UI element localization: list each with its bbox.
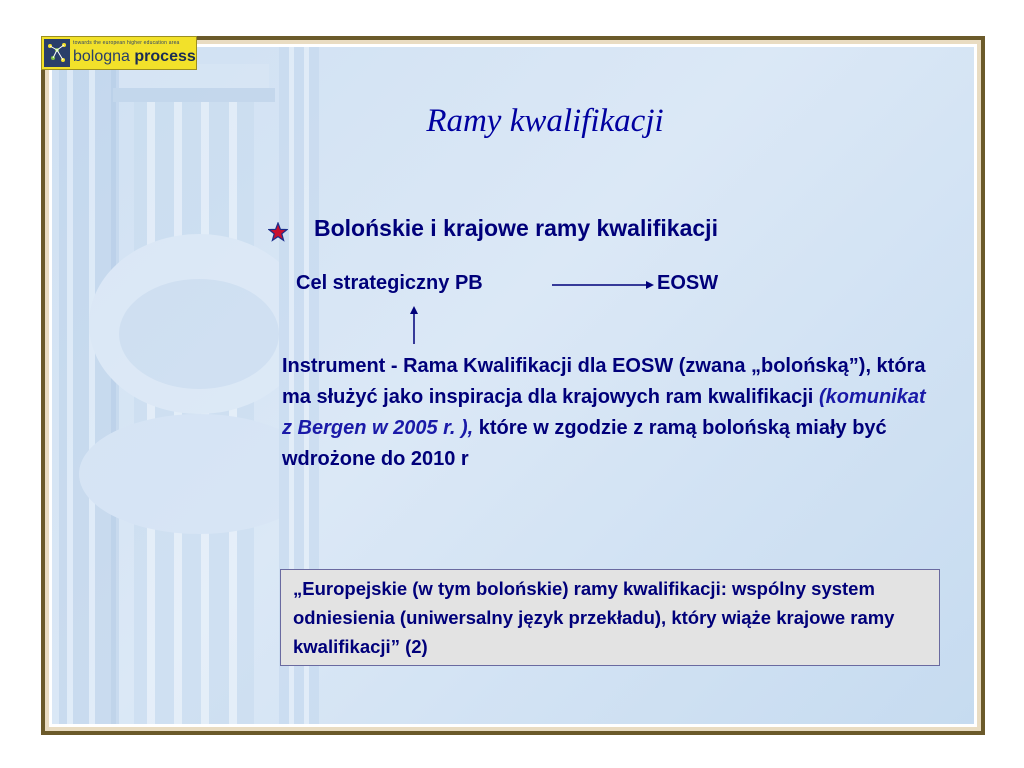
instrument-italic-reference: (komunikat z Bergen w 2005 r. ), [282,386,926,439]
instrument-paragraph [282,351,932,475]
star-icon [268,222,288,242]
logo-name [73,48,196,66]
flow-right-label: EOSW [657,272,719,294]
quote-text: „Europejskie (w tym bolońskie) ramy kwalifikacji: wspólny system odniesienia (uniwersalny język przekładu), który wiąże krajowe ramy kwalifikacji” (2) [293,578,895,657]
quote-box [280,569,940,666]
instrument-text-2: które w zgodzie z ramą bolońską miały być wdrożone do 2010 r [282,417,887,470]
flow-left-label: Cel strategiczny PB [296,272,483,294]
arrow-up-icon [405,304,423,346]
arrow-right-icon [548,278,656,292]
bologna-process-logo [41,36,197,70]
slide-title: Ramy kwalifikacji [426,103,664,139]
logo-tagline: towards the european higher education area [73,40,180,46]
bologna-logo-mark-icon [44,39,70,67]
bullet-heading: Bolońskie i krajowe ramy kwalifikacji [314,215,718,241]
logo-name-part1: bologna [73,48,130,65]
logo-name-part2: process [134,48,196,65]
instrument-text-1: Instrument - Rama Kwalifikacji dla EOSW (zwana „bolońską”), która ma służyć jako inspiracja dla krajowych ram kwalifikacji [282,355,926,408]
